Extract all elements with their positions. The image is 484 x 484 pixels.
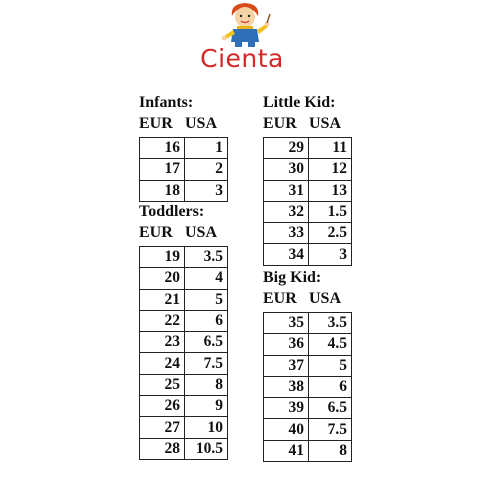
usa-size-cell: 4.5 — [309, 334, 352, 355]
usa-size-cell: 2.5 — [309, 223, 352, 244]
eur-size-cell: 16 — [140, 138, 185, 159]
usa-size-cell: 2 — [185, 159, 228, 180]
table-row — [264, 180, 352, 201]
table-row — [140, 138, 228, 159]
size-table-infants — [139, 137, 228, 202]
section-title: Infants: — [139, 94, 194, 111]
size-table-big-kid — [263, 312, 352, 462]
size-table-toddlers — [139, 246, 228, 460]
table-row — [140, 438, 228, 459]
usa-size-cell: 7.5 — [309, 419, 352, 440]
eur-size-cell: 38 — [264, 376, 309, 397]
eur-size-cell: 23 — [140, 332, 185, 353]
table-row — [264, 201, 352, 222]
eur-size-cell: 25 — [140, 374, 185, 395]
eur-size-cell: 22 — [140, 310, 185, 331]
eur-header: EUR — [263, 115, 297, 132]
eur-size-cell: 31 — [264, 180, 309, 201]
column-headers — [139, 223, 228, 243]
table-row — [264, 223, 352, 244]
eur-size-cell: 24 — [140, 353, 185, 374]
table-row — [264, 440, 352, 461]
eur-size-cell: 27 — [140, 417, 185, 438]
table-row — [264, 355, 352, 376]
eur-size-cell: 36 — [264, 334, 309, 355]
table-row — [140, 374, 228, 395]
usa-size-cell: 3.5 — [309, 313, 352, 334]
section-infants — [139, 93, 228, 202]
eur-size-cell: 41 — [264, 440, 309, 461]
table-row — [140, 159, 228, 180]
eur-size-cell: 29 — [264, 138, 309, 159]
usa-size-cell: 1.5 — [309, 201, 352, 222]
section-big-kid — [263, 268, 352, 462]
eur-size-cell: 34 — [264, 244, 309, 265]
eur-size-cell: 21 — [140, 289, 185, 310]
usa-header: USA — [185, 224, 218, 241]
eur-header: EUR — [139, 115, 173, 132]
column-headers — [139, 114, 228, 134]
usa-size-cell: 10 — [185, 417, 228, 438]
eur-size-cell: 39 — [264, 398, 309, 419]
column-headers — [263, 114, 352, 134]
usa-size-cell: 6.5 — [185, 332, 228, 353]
eur-size-cell: 37 — [264, 355, 309, 376]
eur-size-cell: 30 — [264, 159, 309, 180]
eur-size-cell: 32 — [264, 201, 309, 222]
usa-size-cell: 12 — [309, 159, 352, 180]
table-row — [140, 332, 228, 353]
table-row — [140, 396, 228, 417]
eur-size-cell: 18 — [140, 180, 185, 201]
usa-size-cell: 11 — [309, 138, 352, 159]
table-row — [140, 417, 228, 438]
table-row — [140, 268, 228, 289]
section-title: Little Kid: — [263, 94, 336, 111]
table-row — [140, 289, 228, 310]
table-row — [264, 313, 352, 334]
section-title: Toddlers: — [139, 203, 205, 220]
section-toddlers — [139, 202, 228, 460]
usa-size-cell: 8 — [309, 440, 352, 461]
usa-size-cell: 9 — [185, 396, 228, 417]
child-mascot-icon — [218, 2, 272, 48]
eur-size-cell: 28 — [140, 438, 185, 459]
table-row — [264, 419, 352, 440]
table-row — [264, 398, 352, 419]
eur-size-cell: 40 — [264, 419, 309, 440]
column-headers — [263, 289, 352, 309]
brand-logo — [0, 0, 484, 80]
usa-size-cell: 7.5 — [185, 353, 228, 374]
brand-name: Cienta — [200, 44, 284, 73]
usa-size-cell: 6 — [185, 310, 228, 331]
table-row — [140, 310, 228, 331]
table-row — [140, 353, 228, 374]
table-row — [264, 159, 352, 180]
section-title: Big Kid: — [263, 269, 322, 286]
usa-header: USA — [185, 115, 218, 132]
table-row — [264, 334, 352, 355]
usa-size-cell: 3 — [309, 244, 352, 265]
eur-size-cell: 26 — [140, 396, 185, 417]
eur-header: EUR — [263, 290, 297, 307]
eur-size-cell: 35 — [264, 313, 309, 334]
table-row — [264, 138, 352, 159]
usa-size-cell: 3 — [185, 180, 228, 201]
eur-header: EUR — [139, 224, 173, 241]
usa-header: USA — [309, 290, 342, 307]
usa-size-cell: 10.5 — [185, 438, 228, 459]
usa-size-cell: 6 — [309, 376, 352, 397]
table-row — [264, 376, 352, 397]
eur-size-cell: 19 — [140, 247, 185, 268]
table-row — [140, 247, 228, 268]
usa-size-cell: 5 — [309, 355, 352, 376]
usa-size-cell: 5 — [185, 289, 228, 310]
usa-size-cell: 8 — [185, 374, 228, 395]
eur-size-cell: 17 — [140, 159, 185, 180]
size-table-little-kid — [263, 137, 352, 266]
usa-size-cell: 4 — [185, 268, 228, 289]
usa-size-cell: 13 — [309, 180, 352, 201]
table-row — [264, 244, 352, 265]
usa-header: USA — [309, 115, 342, 132]
table-row — [140, 180, 228, 201]
usa-size-cell: 6.5 — [309, 398, 352, 419]
usa-size-cell: 3.5 — [185, 247, 228, 268]
section-little-kid — [263, 93, 352, 266]
eur-size-cell: 20 — [140, 268, 185, 289]
usa-size-cell: 1 — [185, 138, 228, 159]
eur-size-cell: 33 — [264, 223, 309, 244]
